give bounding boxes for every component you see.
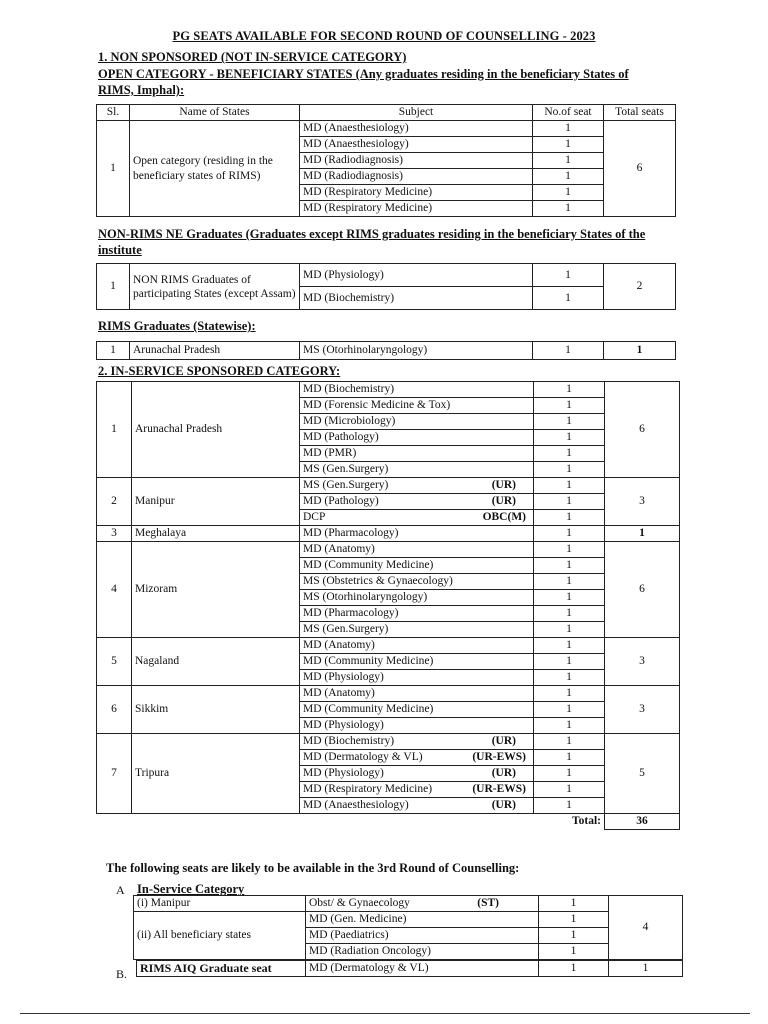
state-cell: Meghalaya	[132, 526, 300, 542]
sl-cell: 3	[97, 526, 132, 542]
header-subject: Subject	[300, 105, 533, 121]
subject-cell: MD (Gen. Medicine)	[306, 912, 539, 928]
subject-cell: MD (Physiology)	[300, 264, 533, 287]
sl-cell: 2	[97, 478, 132, 526]
subject-text: MS (Gen.Surgery)	[303, 479, 389, 491]
sl-cell: 4	[97, 542, 132, 638]
table-row	[97, 264, 676, 287]
state-cell: Mizoram	[132, 542, 300, 638]
third-round-table-b	[136, 960, 683, 977]
subject-text: MD (Anaesthesiology)	[303, 799, 409, 811]
seat-cell: 1	[534, 462, 605, 478]
seat-cell: 1	[534, 446, 605, 462]
state-cell: RIMS AIQ Graduate seat	[137, 961, 306, 977]
empty-cell	[97, 814, 132, 830]
subject-cell: MD (PMR)	[300, 446, 534, 462]
subject-cell	[300, 798, 534, 814]
section-a-mark: A	[116, 883, 125, 897]
seat-cell: 1	[534, 526, 605, 542]
subject-cell: MD (Radiodiagnosis)	[300, 169, 533, 185]
table-row	[134, 912, 683, 928]
nonrims-table	[96, 263, 676, 310]
subject-cell: MD (Respiratory Medicine)	[300, 185, 533, 201]
total-row	[97, 814, 680, 830]
sl-cell: 1	[97, 264, 130, 310]
seat-cell: 1	[539, 928, 609, 944]
seat-cell: 1	[534, 414, 605, 430]
subject-cell: MD (Community Medicine)	[300, 654, 534, 670]
seat-cell: 1	[534, 542, 605, 558]
category-tag: (UR)	[491, 735, 516, 747]
subject-cell	[300, 734, 534, 750]
total-cell: 6	[605, 542, 680, 638]
subject-text: MD (Respiratory Medicine)	[303, 783, 433, 795]
category-tag: (UR)	[491, 495, 516, 507]
sl-cell: 1	[97, 382, 132, 478]
subject-cell	[300, 478, 534, 494]
seat-cell: 1	[534, 558, 605, 574]
subject-cell: MD (Forensic Medicine & Tox)	[300, 398, 534, 414]
state-cell: (i) Manipur	[134, 896, 306, 912]
seat-cell: 1	[533, 121, 604, 137]
state-cell: Tripura	[132, 734, 300, 814]
state-cell: Nagaland	[132, 638, 300, 686]
seat-cell: 1	[534, 750, 605, 766]
category-tag: OBC(M)	[482, 511, 526, 523]
header-sl: Sl.	[97, 105, 130, 121]
header-total: Total seats	[604, 105, 676, 121]
table-row	[137, 961, 683, 977]
seat-cell: 1	[539, 896, 609, 912]
total-cell: 6	[604, 121, 676, 217]
subject-text: MD (Biochemistry)	[303, 735, 395, 747]
seat-cell: 1	[534, 574, 605, 590]
subject-cell: MD (Anatomy)	[300, 638, 534, 654]
subject-cell: MS (Otorhinolaryngology)	[300, 590, 534, 606]
table-row	[97, 121, 676, 137]
seat-cell: 1	[533, 201, 604, 217]
seat-cell: 1	[534, 686, 605, 702]
sl-cell: 1	[97, 121, 130, 217]
rims-table	[96, 341, 676, 360]
section-2-heading: 2. IN-SERVICE SPONSORED CATEGORY:	[98, 364, 341, 378]
rims-graduates-heading: RIMS Graduates (Statewise):	[98, 319, 256, 333]
grand-total: 36	[605, 814, 680, 830]
seat-cell: 1	[534, 670, 605, 686]
seat-cell: 1	[533, 153, 604, 169]
subject-cell: MD (Microbiology)	[300, 414, 534, 430]
subject-cell: MD (Anatomy)	[300, 686, 534, 702]
subject-text: MD (Pathology)	[303, 495, 379, 507]
seat-cell: 1	[533, 287, 604, 310]
subject-cell: MD (Anaesthesiology)	[300, 137, 533, 153]
category-tag: (UR-EWS)	[472, 783, 526, 795]
seat-cell: 1	[533, 185, 604, 201]
subject-cell: MD (Physiology)	[300, 670, 534, 686]
state-cell: Manipur	[132, 478, 300, 526]
subject-cell: MD (Pharmacology)	[300, 526, 534, 542]
seat-cell: 1	[534, 718, 605, 734]
empty-cell	[300, 814, 534, 830]
total-cell: 1	[605, 526, 680, 542]
category-tag: (UR)	[491, 799, 516, 811]
sl-cell: 6	[97, 686, 132, 734]
subject-cell: MD (Community Medicine)	[300, 558, 534, 574]
seat-cell: 1	[534, 702, 605, 718]
subject-cell: MD (Pathology)	[300, 430, 534, 446]
page-title: PG SEATS AVAILABLE FOR SECOND ROUND OF COUNSELLING - 2023	[172, 29, 596, 43]
state-cell: Open category (residing in the beneficiary states of RIMS)	[130, 121, 300, 217]
subject-cell: MD (Biochemistry)	[300, 382, 534, 398]
seat-cell: 1	[534, 382, 605, 398]
seat-cell: 1	[533, 342, 604, 360]
subject-cell: MD (Anatomy)	[300, 542, 534, 558]
table-row	[97, 542, 680, 558]
total-cell: 4	[609, 896, 683, 960]
table-row	[97, 382, 680, 398]
seat-cell: 1	[534, 590, 605, 606]
subject-cell: MS (Gen.Surgery)	[300, 462, 534, 478]
total-cell: 1	[609, 961, 683, 977]
subject-cell	[300, 782, 534, 798]
total-cell: 3	[605, 686, 680, 734]
subject-text: MD (Dermatology & VL)	[303, 751, 423, 763]
seat-cell: 1	[534, 766, 605, 782]
table-row	[97, 526, 680, 542]
seat-cell: 1	[534, 798, 605, 814]
seat-cell: 1	[533, 169, 604, 185]
seat-cell: 1	[539, 961, 609, 977]
subject-cell	[300, 510, 534, 526]
state-cell: (ii) All beneficiary states	[134, 912, 306, 960]
subject-cell: MD (Anaesthesiology)	[300, 121, 533, 137]
seat-cell: 1	[534, 622, 605, 638]
nonrims-heading-line1: NON-RIMS NE Graduates (Graduates except RIMS graduates residing in the beneficiary States of the	[98, 227, 646, 241]
subject-cell	[300, 494, 534, 510]
empty-cell	[132, 814, 300, 830]
category-tag: (UR-EWS)	[472, 751, 526, 763]
subject-cell: MD (Paediatrics)	[306, 928, 539, 944]
state-cell: Sikkim	[132, 686, 300, 734]
seat-cell: 1	[534, 494, 605, 510]
sl-cell: 1	[97, 342, 130, 360]
subject-cell: MD (Pharmacology)	[300, 606, 534, 622]
subject-cell: MD (Biochemistry)	[300, 287, 533, 310]
subject-cell: MD (Dermatology & VL)	[306, 961, 539, 977]
subject-cell	[306, 896, 539, 912]
total-cell: 2	[604, 264, 676, 310]
category-tag: (UR)	[491, 479, 516, 491]
subject-text: DCP	[303, 511, 326, 523]
total-cell: 5	[605, 734, 680, 814]
subject-cell: MD (Respiratory Medicine)	[300, 201, 533, 217]
total-label: Total:	[534, 814, 605, 830]
seat-cell: 1	[534, 510, 605, 526]
open-category-heading-line1: OPEN CATEGORY - BENEFICIARY STATES (Any graduates residing in the beneficiary States of	[98, 67, 629, 81]
subject-cell	[300, 766, 534, 782]
table-row	[134, 896, 683, 912]
in-service-table	[96, 381, 680, 830]
table-row	[97, 342, 676, 360]
table-row	[97, 686, 680, 702]
nonrims-heading-line2: institute	[98, 243, 142, 257]
in-service-category-heading: In-Service Category	[137, 882, 245, 896]
subject-text: Obst/ & Gynaecology	[309, 897, 410, 909]
section-1-heading: 1. NON SPONSORED (NOT IN-SERVICE CATEGORY)	[98, 50, 407, 64]
table-row	[97, 478, 680, 494]
third-round-table-a	[133, 895, 683, 960]
seat-cell: 1	[533, 264, 604, 287]
seat-cell: 1	[534, 606, 605, 622]
total-cell: 3	[605, 478, 680, 526]
subject-cell	[300, 750, 534, 766]
subject-cell: MD (Radiation Oncology)	[306, 944, 539, 960]
open-category-heading-line2: RIMS, Imphal):	[98, 83, 185, 97]
seat-cell: 1	[534, 430, 605, 446]
sl-cell: 7	[97, 734, 132, 814]
seat-cell: 1	[539, 912, 609, 928]
subject-cell: MS (Gen.Surgery)	[300, 622, 534, 638]
seat-cell: 1	[534, 398, 605, 414]
seat-cell: 1	[533, 137, 604, 153]
open-category-table	[96, 104, 676, 217]
footer-divider	[20, 1013, 750, 1014]
table-row	[97, 638, 680, 654]
table-row	[97, 734, 680, 750]
state-cell: NON RIMS Graduates of participating States (except Assam)	[130, 264, 300, 310]
state-cell: Arunachal Pradesh	[130, 342, 300, 360]
seat-cell: 1	[534, 478, 605, 494]
subject-cell: MS (Obstetrics & Gynaecology)	[300, 574, 534, 590]
seat-cell: 1	[534, 782, 605, 798]
table-header-row	[97, 105, 676, 121]
seat-cell: 1	[534, 638, 605, 654]
category-tag: (UR)	[491, 767, 516, 779]
subject-cell: MD (Physiology)	[300, 718, 534, 734]
category-tag: (ST)	[477, 897, 499, 909]
section-b-mark: B.	[116, 967, 128, 981]
header-seat: No.of seat	[533, 105, 604, 121]
state-cell: Arunachal Pradesh	[132, 382, 300, 478]
subject-cell: MD (Community Medicine)	[300, 702, 534, 718]
third-round-heading: The following seats are likely to be available in the 3rd Round of Counselling:	[106, 861, 520, 875]
seat-cell: 1	[539, 944, 609, 960]
total-cell: 1	[604, 342, 676, 360]
seat-cell: 1	[534, 734, 605, 750]
total-cell: 6	[605, 382, 680, 478]
subject-cell: MD (Radiodiagnosis)	[300, 153, 533, 169]
header-state: Name of States	[130, 105, 300, 121]
subject-text: MD (Physiology)	[303, 767, 384, 779]
total-cell: 3	[605, 638, 680, 686]
subject-cell: MS (Otorhinolaryngology)	[300, 342, 533, 360]
seat-cell: 1	[534, 654, 605, 670]
sl-cell: 5	[97, 638, 132, 686]
